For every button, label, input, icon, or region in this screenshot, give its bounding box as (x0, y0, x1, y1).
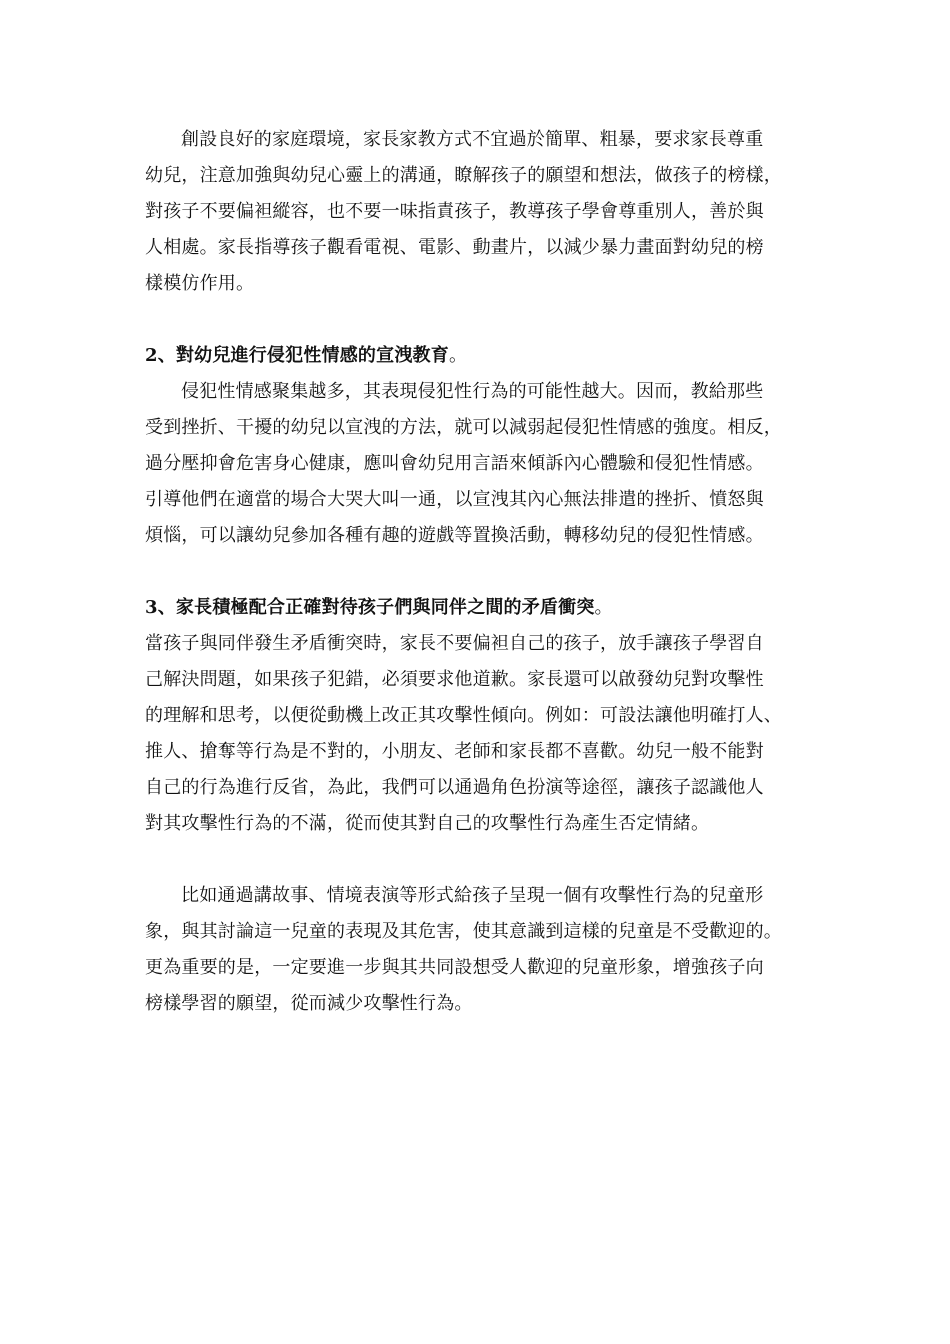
section-2 (145, 338, 813, 554)
section-heading-text: 3、家長積極配合正確對待孩子們與同伴之間的矛盾衝突 (145, 597, 595, 618)
paragraph-line: 創設良好的家庭環境，家長家教方式不宜過於簡單、粗暴，要求家長尊重 (181, 129, 764, 150)
paragraph-line: 更為重要的是，一定要進一步與其共同設想受人歡迎的兒童形象，增強孩子向 (145, 957, 764, 978)
section-3 (145, 590, 813, 842)
paragraph-line: 自己的行為進行反省，為此，我們可以通過角色扮演等途徑，讓孩子認識他人 (145, 777, 764, 798)
document-body (145, 122, 813, 1022)
section-heading (145, 338, 813, 374)
paragraph-line: 榜樣學習的願望，從而減少攻擊性行為。 (145, 993, 473, 1014)
paragraph-line: 對其攻擊性行為的不滿，從而使其對自己的攻擊性行為產生否定情緒。 (145, 813, 710, 834)
paragraph-line: 推人、搶奪等行為是不對的，小朋友、老師和家長都不喜歡。幼兒一般不能對 (145, 741, 764, 762)
paragraph-line: 過分壓抑會危害身心健康，應叫會幼兒用言語來傾訴內心體驗和侵犯性情感。 (145, 453, 764, 474)
paragraph-line: 煩惱，可以讓幼兒參加各種有趣的遊戲等置換活動，轉移幼兒的侵犯性情感。 (145, 525, 764, 546)
paragraph-line: 侵犯性情感聚集越多，其表現侵犯性行為的可能性越大。因而，教給那些 (181, 381, 764, 402)
spacer (145, 302, 813, 338)
paragraph-family-environment (145, 122, 813, 302)
section-heading (145, 590, 813, 626)
paragraph-line: 己解決問題，如果孩子犯錯，必須要求他道歉。家長還可以啟發幼兒對攻擊性 (145, 669, 764, 690)
paragraph-line: 當孩子與同伴發生矛盾衝突時，家長不要偏袒自己的孩子，放手讓孩子學習自 (145, 633, 764, 654)
paragraph-line: 引導他們在適當的場合大哭大叫一通，以宣洩其內心無法排遣的挫折、憤怒與 (145, 489, 764, 510)
paragraph-line: 受到挫折、干擾的幼兒以宣洩的方法，就可以減弱起侵犯性情感的強度。相反， (145, 417, 782, 438)
paragraph-line: 人相處。家長指導孩子觀看電視、電影、動畫片，以減少暴力畫面對幼兒的榜 (145, 237, 764, 258)
paragraph-line: 的理解和思考，以便從動機上改正其攻擊性傾向。例如：可設法讓他明確打人、 (145, 705, 782, 726)
paragraph-line: 樣模仿作用。 (145, 273, 255, 294)
paragraph-storytelling (145, 878, 813, 1022)
spacer (145, 842, 813, 878)
section-heading-text: 2、對幼兒進行侵犯性情感的宣洩教育 (145, 345, 449, 366)
paragraph-line: 比如通過講故事、情境表演等形式給孩子呈現一個有攻擊性行為的兒童形 (181, 885, 764, 906)
paragraph-line: 對孩子不要偏袒縱容，也不要一味指責孩子，教導孩子學會尊重別人，善於與 (145, 201, 764, 222)
spacer (145, 554, 813, 590)
section-heading-punct: 。 (594, 597, 613, 618)
paragraph-line: 象，與其討論這一兒童的表現及其危害，使其意識到這樣的兒童是不受歡迎的。 (145, 921, 782, 942)
paragraph-line: 幼兒，注意加強與幼兒心靈上的溝通，瞭解孩子的願望和想法，做孩子的榜樣， (145, 165, 782, 186)
section-heading-punct: 。 (448, 345, 468, 366)
